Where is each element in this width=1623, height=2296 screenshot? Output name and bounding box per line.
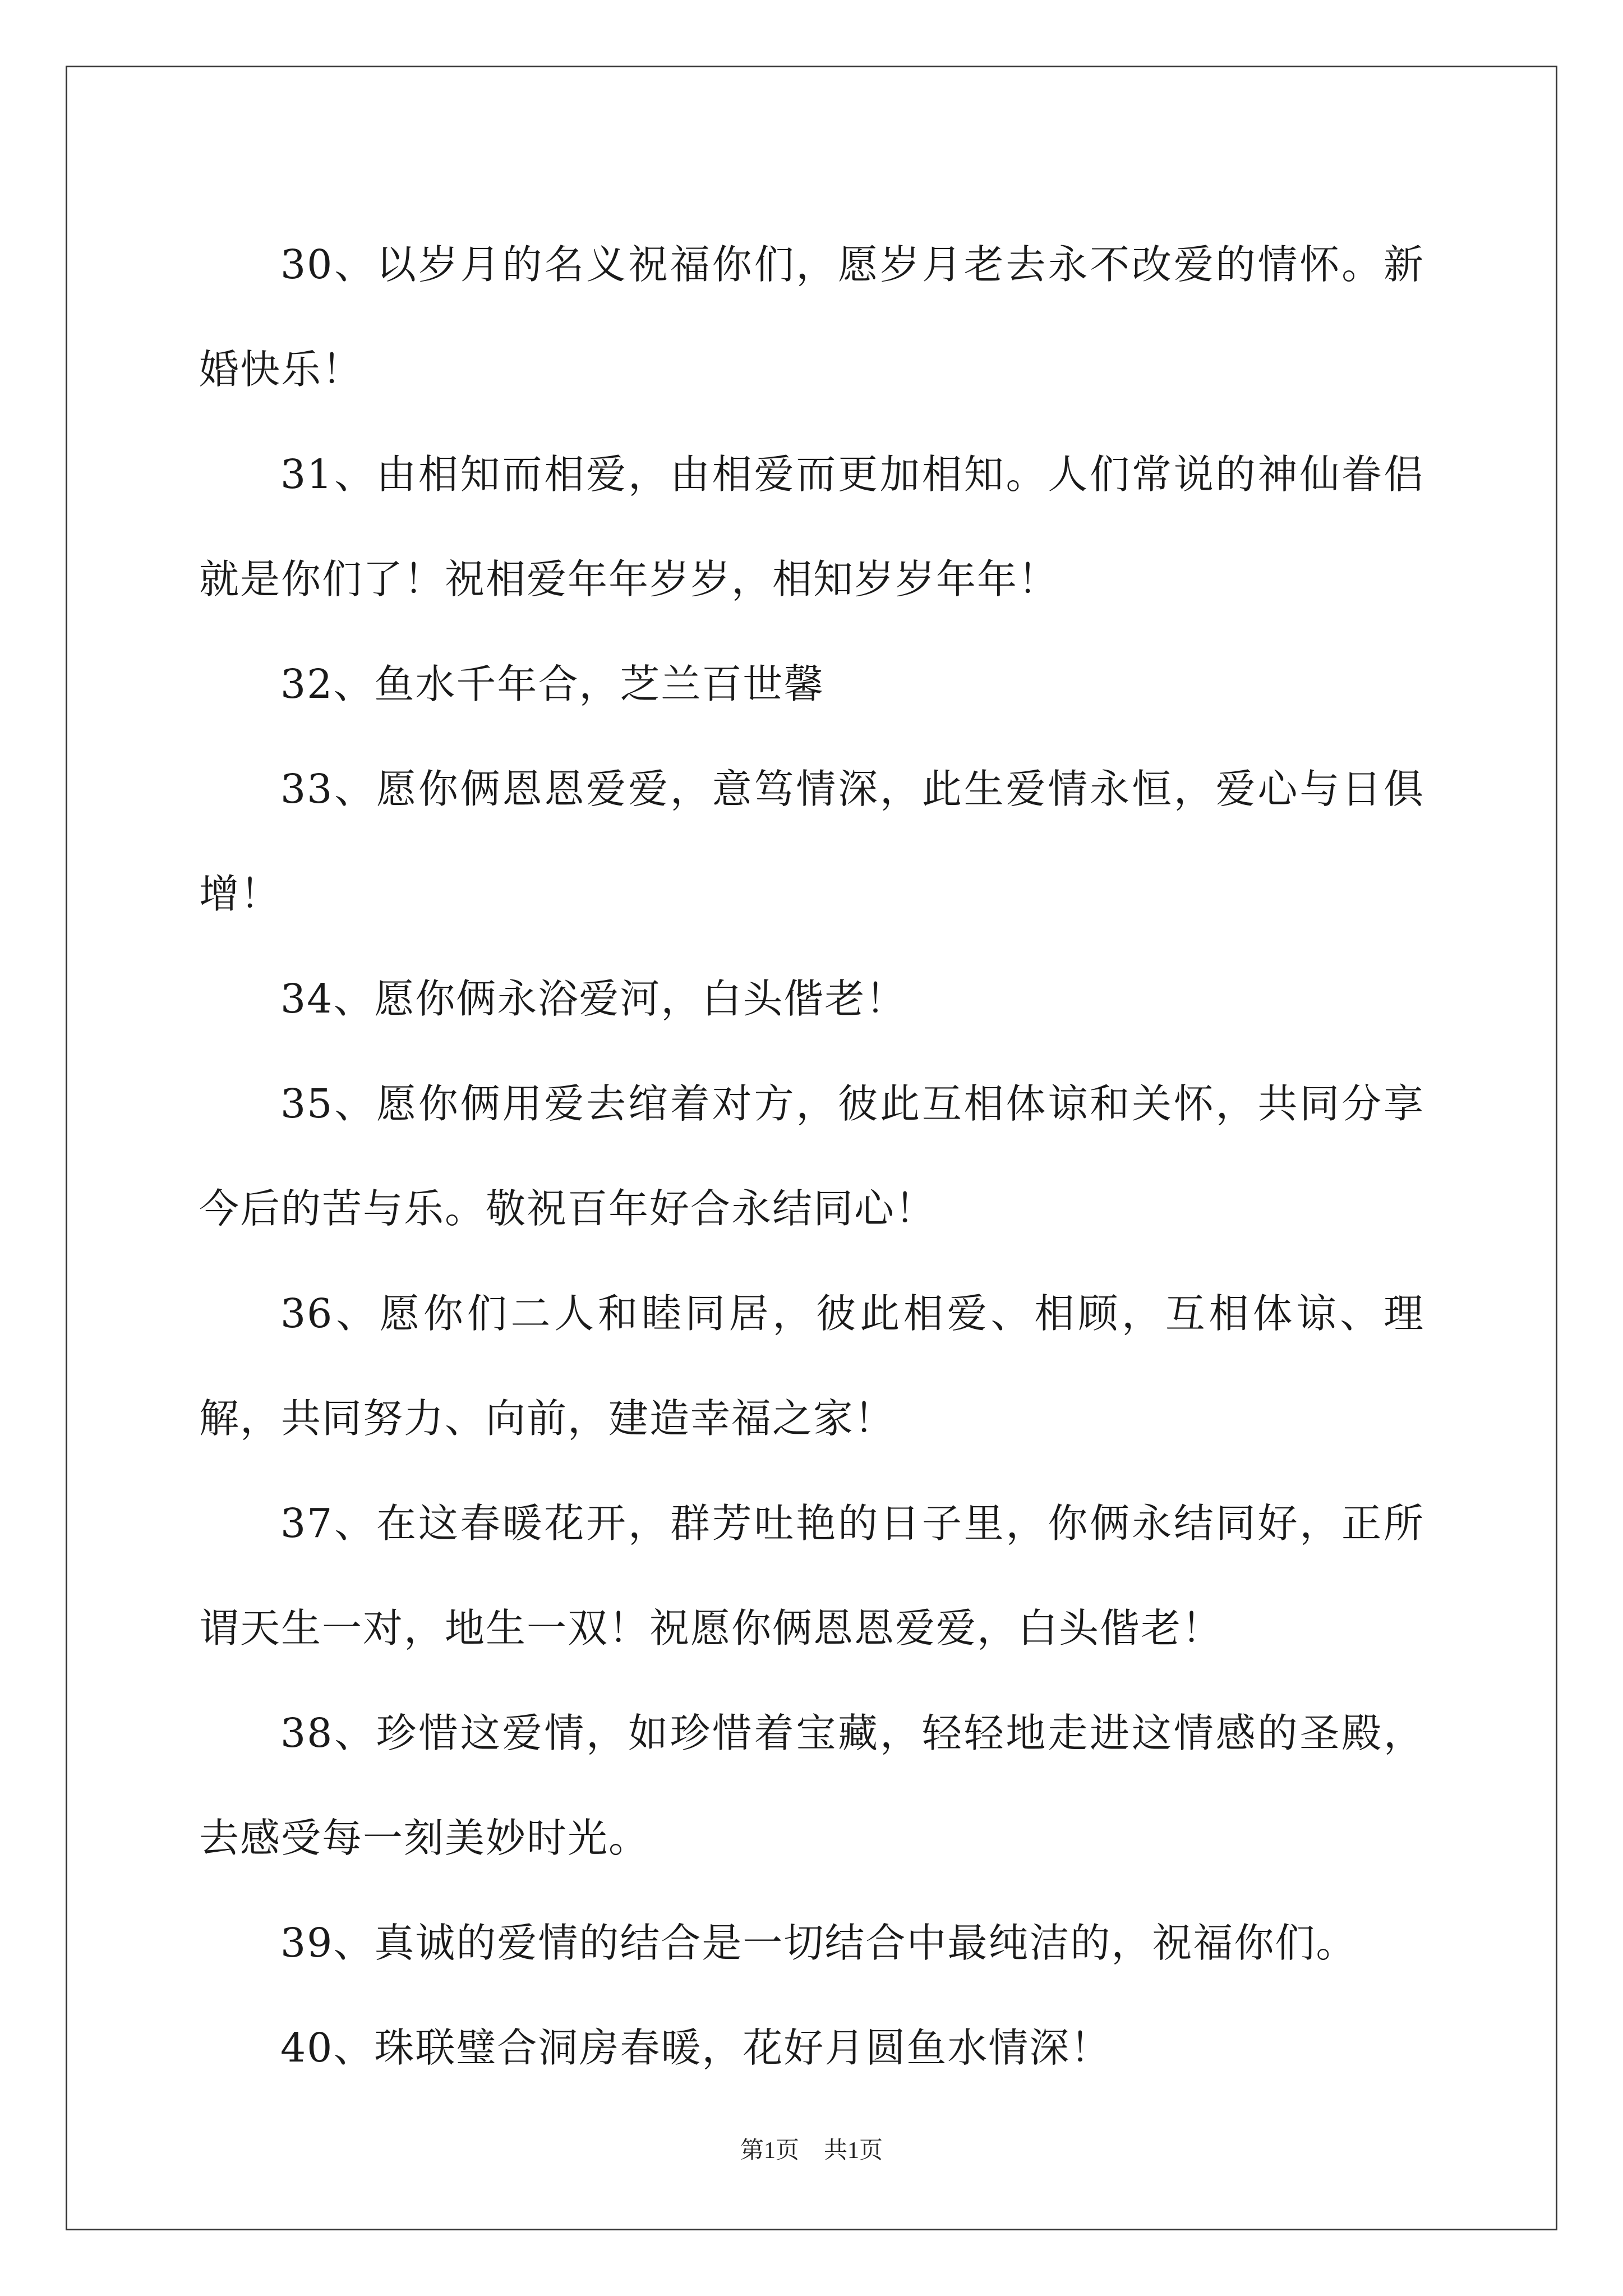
page-number-total: 共1页 bbox=[824, 2138, 883, 2164]
document-body bbox=[199, 212, 1424, 2100]
page-number-current: 第1页 bbox=[740, 2138, 799, 2164]
paragraph-33: 33、愿你俩恩恩爱爱，意笃情深，此生爱情永恒，爱心与日俱增！ bbox=[199, 766, 1424, 917]
paragraph-31: 31、由相知而相爱，由相爱而更加相知。人们常说的神仙眷侣就是你们了！祝相爱年年岁岁，相知岁岁年年！ bbox=[199, 451, 1424, 602]
paragraph-34: 34、愿你俩永浴爱河，白头偕老！ bbox=[280, 976, 907, 1022]
paragraph-40: 40、珠联璧合洞房春暖，花好月圆鱼水情深！ bbox=[280, 2024, 1112, 2071]
page-footer bbox=[0, 2132, 1623, 2165]
paragraph-38: 38、珍惜这爱情，如珍惜着宝藏，轻轻地走进这情感的圣殿，去感受每一刻美妙时光。 bbox=[199, 1710, 1424, 1861]
paragraph-30: 30、以岁月的名义祝福你们，愿岁月老去永不改爱的情怀。新婚快乐！ bbox=[199, 241, 1424, 393]
paragraph-39: 39、真诚的爱情的结合是一切结合中最纯洁的，祝福你们。 bbox=[280, 1920, 1357, 1966]
paragraph-35: 35、愿你俩用爱去绾着对方，彼此互相体谅和关怀，共同分享今后的苦与乐。敬祝百年好合永结同心！ bbox=[199, 1080, 1424, 1232]
paragraph-32: 32、鱼水千年合，芝兰百世馨 bbox=[280, 661, 825, 707]
paragraph-37: 37、在这春暖花开，群芳吐艳的日子里，你俩永结同好，正所谓天生一对，地生一双！祝愿你俩恩恩爱爱，白头偕老！ bbox=[199, 1500, 1424, 1651]
paragraph-36: 36、愿你们二人和睦同居，彼此相爱、相顾，互相体谅、理解，共同努力、向前，建造幸福之家！ bbox=[199, 1290, 1424, 1442]
